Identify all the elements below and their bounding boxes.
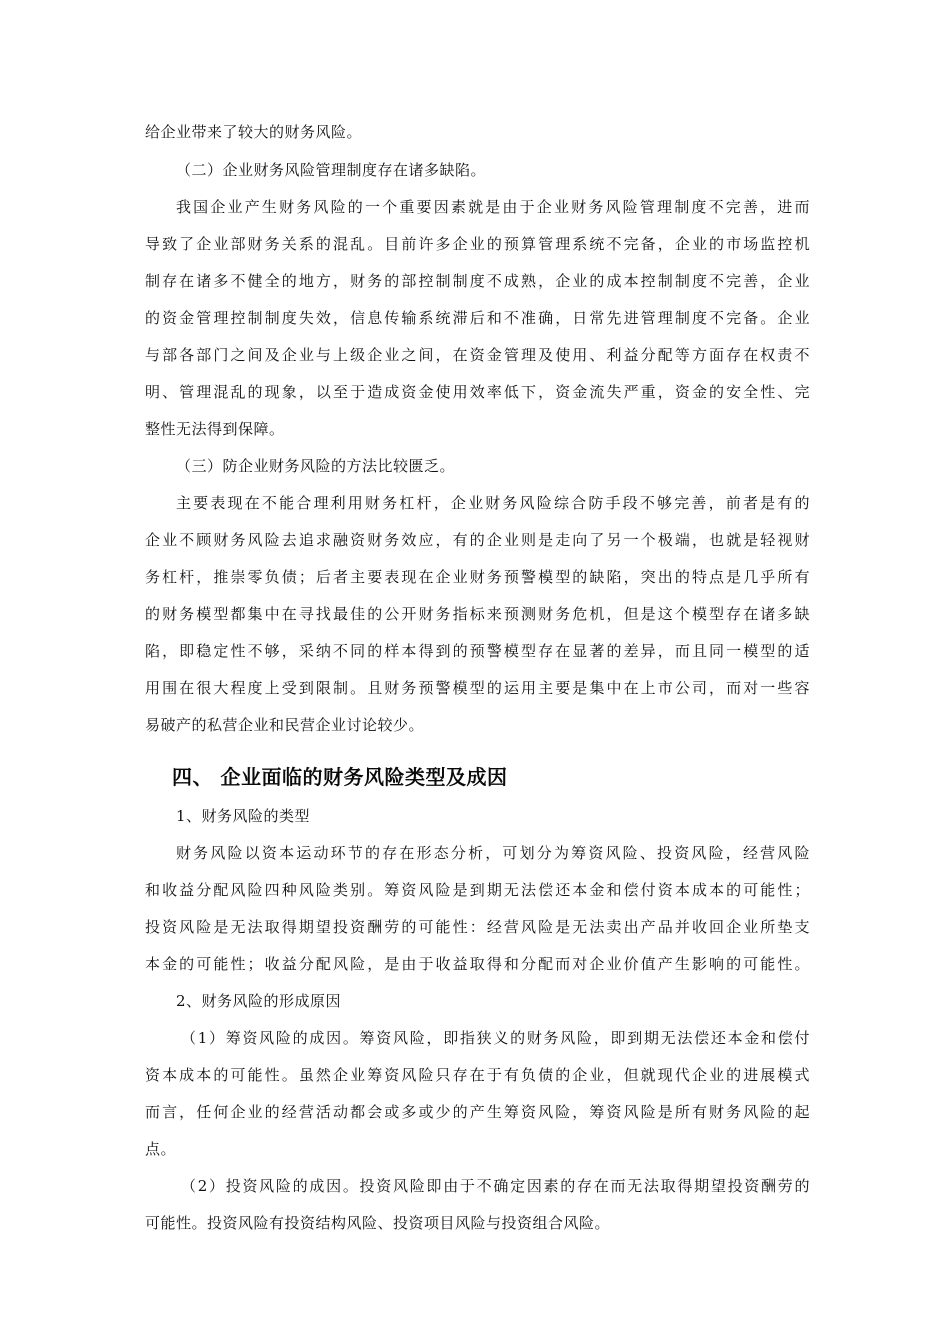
subsection-title: 1、财务风险的类型 (176, 807, 311, 825)
paragraph-line: 与部各部门之间及企业与上级企业之间，在资金管理及使用、利益分配等方面存在权责不 (145, 346, 810, 364)
paragraph-line: 给企业带来了较大的财务风险。 (145, 123, 363, 141)
paragraph-line: 务杠杆，推崇零负债；后者主要表现在企业财务预警模型的缺陷，突出的特点是几乎所有 (145, 568, 810, 586)
paragraph-line: 导致了企业部财务关系的混乱。目前许多企业的预算管理系统不完备，企业的市场监控机 (145, 235, 810, 253)
paragraph-line: 企业不顾财务风险去追求融资财务效应，有的企业则是走向了另一个极端，也就是轻视财 (145, 531, 810, 549)
section-heading: 四、 企业面临的财务风险类型及成因 (172, 765, 508, 789)
paragraph-line: 资本成本的可能性。虽然企业筹资风险只存在于有负债的企业，但就现代企业的进展模式 (145, 1066, 810, 1084)
subsection-title: （三）防企业财务风险的方法比较匮乏。 (176, 457, 456, 475)
paragraph-line: 易破产的私营企业和民营企业讨论较少。 (145, 716, 425, 734)
subsection-title: （二）企业财务风险管理制度存在诸多缺陷。 (176, 161, 487, 179)
paragraph-line: 整性无法得到保障。 (145, 420, 285, 438)
paragraph-line: 的财务模型都集中在寻找最佳的公开财务指标来预测财务危机，但是这个模型存在诸多缺 (145, 605, 810, 623)
paragraph-line: （1）筹资风险的成因。筹资风险，即指狭义的财务风险，即到期无法偿还本金和偿付 (181, 1029, 810, 1047)
paragraph-line: 本金的可能性；收益分配风险，是由于收益取得和分配而对企业价值产生影响的可能性。 (145, 955, 810, 973)
paragraph-line: 用围在很大程度上受到限制。且财务预警模型的运用主要是集中在上市公司，而对一些容 (145, 679, 810, 697)
paragraph-line: 投资风险是无法取得期望投资酬劳的可能性：经营风险是无法卖出产品并收回企业所垫支 (145, 918, 810, 936)
paragraph-line: 的资金管理控制制度失效，信息传输系统滞后和不准确，日常先进管理制度不完备。企业 (145, 309, 810, 327)
paragraph-line: 财务风险以资本运动环节的存在形态分析，可划分为筹资风险、投资风险，经营风险 (176, 844, 810, 862)
paragraph-line: 制存在诸多不健全的地方，财务的部控制制度不成熟，企业的成本控制制度不完善，企业 (145, 272, 810, 290)
paragraph-line: 陷，即稳定性不够，采纳不同的样本得到的预警模型存在显著的差异，而且同一模型的适 (145, 642, 810, 660)
paragraph-line: 而言，任何企业的经营活动都会或多或少的产生筹资风险，筹资风险是所有财务风险的起 (145, 1103, 810, 1121)
paragraph-line: 和收益分配风险四种风险类别。筹资风险是到期无法偿还本金和偿付资本成本的可能性； (145, 881, 810, 899)
paragraph-line: 可能性。投资风险有投资结构风险、投资项目风险与投资组合风险。 (145, 1214, 611, 1232)
paragraph-line: 明、管理混乱的现象，以至于造成资金使用效率低下，资金流失严重，资金的安全性、完 (145, 383, 810, 401)
paragraph-line: 点。 (145, 1140, 177, 1158)
subsection-title: 2、财务风险的形成原因 (176, 992, 342, 1010)
paragraph-line: （2）投资风险的成因。投资风险即由于不确定因素的存在而无法取得期望投资酬劳的 (181, 1177, 810, 1195)
paragraph-line: 我国企业产生财务风险的一个重要因素就是由于企业财务风险管理制度不完善，进而 (176, 198, 810, 216)
paragraph-line: 主要表现在不能合理利用财务杠杆，企业财务风险综合防手段不够完善，前者是有的 (176, 494, 810, 512)
